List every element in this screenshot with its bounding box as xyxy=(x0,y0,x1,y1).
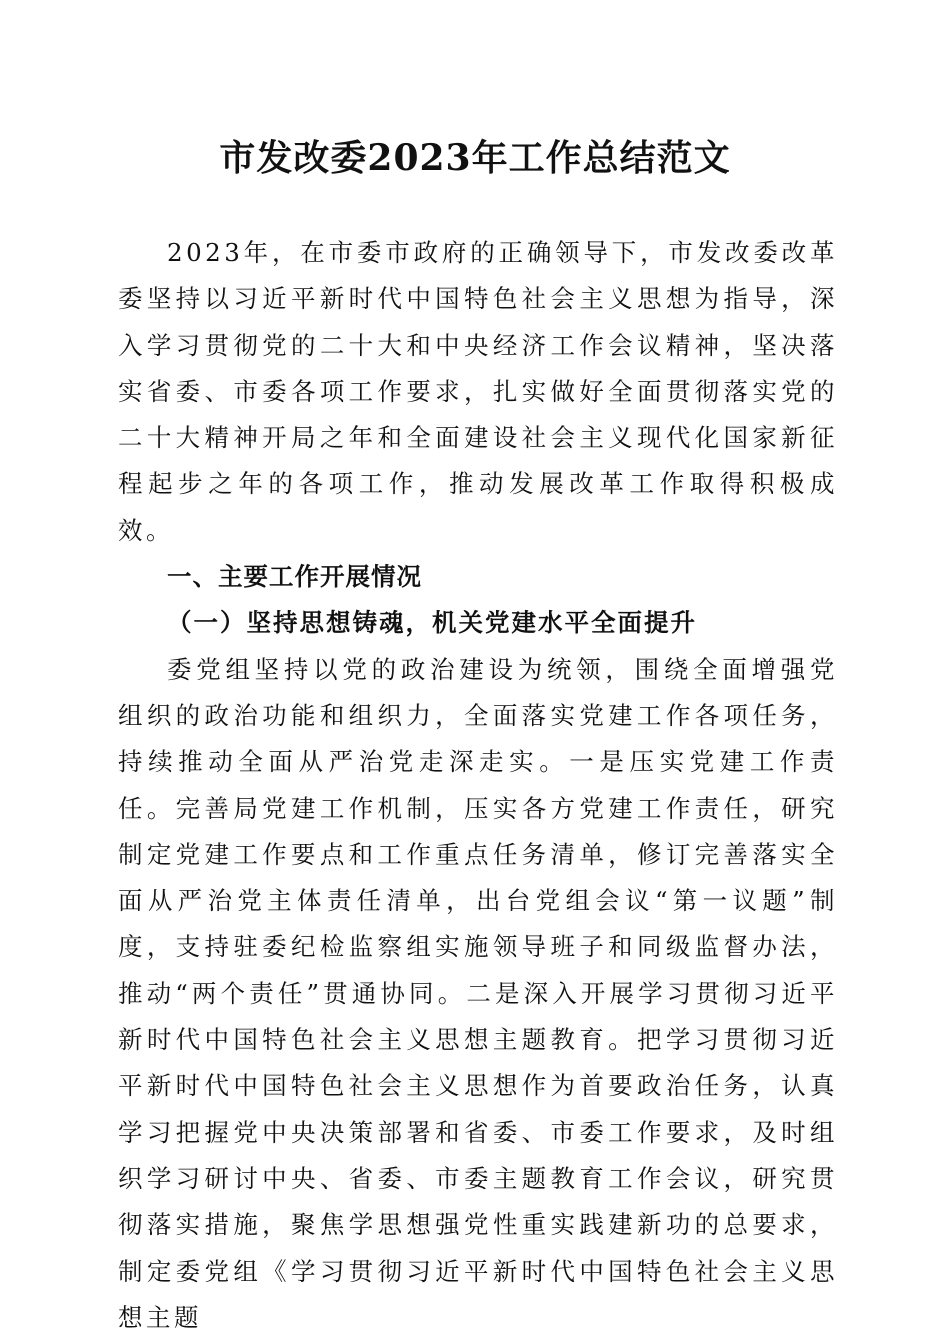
document-body xyxy=(118,230,838,1341)
intro-paragraph: 2023年，在市委市政府的正确领导下，市发改委改革委坚持以习近平新时代中国特色社会主义思想为指导，深入学习贯彻党的二十大和中央经济工作会议精神，坚决落实省委、市委各项工作要求，扎实做好全面贯彻落实党的二十大精神开局之年和全面建设社会主义现代化国家新征程起步之年的各项工作，推动发展改革工作取得积极成效。 xyxy=(118,238,838,545)
party-building-paragraph: 委党组坚持以党的政治建设为统领，围绕全面增强党组织的政治功能和组织力，全面落实党建工作各项任务，持续推动全面从严治党走深走实。一是压实党建工作责任。完善局党建工作机制，压实各方党建工作责任，研究制定党建工作要点和工作重点任务清单，修订完善落实全面从严治党主体责任清单，出台党组会议“第一议题”制度，支持驻委纪检监察组实施领导班子和同级监督办法，推动“两个责任”贯通协同。二是深入开展学习贯彻习近平新时代中国特色社会主义思想主题教育。把学习贯彻习近平新时代中国特色社会主义思想作为首要政治任务，认真学习把握党中央决策部署和省委、市委工作要求，及时组织学习研讨中央、省委、市委主题教育工作会议，研究贯彻落实措施，聚焦学思想强党性重实践建新功的总要求，制定委党组《学习贯彻习近平新时代中国特色社会主义思想主题 xyxy=(118,654,838,1332)
document-title: 市发改委2023年工作总结范文 xyxy=(219,137,731,179)
section-heading-main-work: 一、主要工作开展情况 xyxy=(167,562,422,592)
subsection-heading-party-building: （一）坚持思想铸魂，机关党建水平全面提升 xyxy=(167,608,697,638)
